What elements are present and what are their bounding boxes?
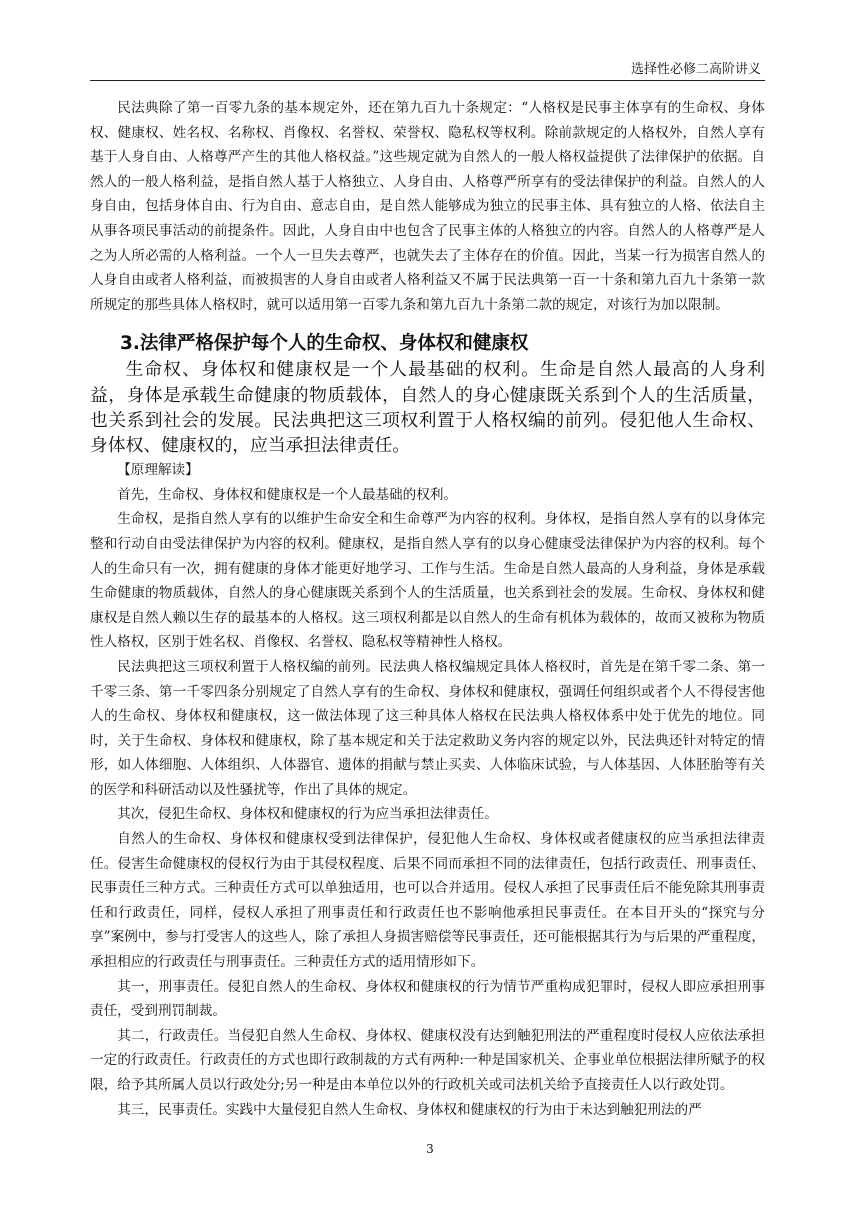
body-paragraph: 自然人的生命权、身体权和健康权受到法律保护，侵犯他人生命权、身体权或者健康权的应当承担法律责任。侵害生命健康权的侵权行为由于其侵权程度、后果不同而承担不同的法律责任，包括行政责任、刑事责任、民事责任三种方式。三种责任方式可以单独适用，也可以合并适用。侵权人承担了民事责任后不能免除其刑事责任和行政责任，同样，侵权人承担了刑事责任和行政责任也不影响他承担民事责任。在本目开头的“探究与分享”案例中，参与打受害人的这些人，除了承担人身损害赔偿等民事责任，还可能根据其行为与后果的严重程度，承担相应的行政责任与刑事责任。三种责任方式的适用情形如下。 — [90, 831, 765, 971]
page-content — [90, 96, 765, 1122]
principle-tag: 【原理解读】 — [117, 462, 199, 479]
lead-paragraph: 生命权、身体权和健康权是一个人最基础的权利。生命是自然人最高的人身利益，身体是承载生命健康的物质载体，自然人的身心健康既关系到个人的生活质量，也关系到社会的发展。民法典把这三项权利置于人格权编的前列。侵犯他人生命权、身体权、健康权的，应当承担法律责任。 — [90, 359, 765, 456]
intro-paragraph: 民法典除了第一百零九条的基本规定外，还在第九百九十条规定：“人格权是民事主体享有的生命权、身体权、健康权、姓名权、名称权、肖像权、名誉权、荣誉权、隐私权等权利。除前款规定的人格权外，自然人享有基于人身自由、人格尊严产生的其他人格权益。”这些规定就为自然人的一般人格权益提供了法律保护的依据。自然人的一般人格利益，是指自然人基于人格独立、人身自由、人格尊严所享有的受法律保护的利益。自然人的人身自由，包括身体自由、行为自由、意志自由，是自然人能够成为独立的民事主体、具有独立的人格、依法自主从事各项民事活动的前提条件。因此，人身自由中也包含了民事主体的人格独立的内容。自然人的人格尊严是人之为人所必需的人格利益。一个人一旦失去尊严，也就失去了主体存在的价值。因此，当某一行为损害自然人的人身自由或者人格利益，而被损害的人身自由或者人格利益又不属于民法典第一百一十条和第九百九十条第一款所规定的那些具体人格权时，就可以适用第一百零九条和第九百九十条第二款的规定，对该行为加以限制。 — [90, 100, 765, 313]
body-paragraph: 其次，侵犯生命权、身体权和健康权的行为应当承担法律责任。 — [117, 806, 498, 823]
body-paragraph: 其三，民事责任。实践中大量侵犯自然人生命权、身体权和健康权的行为由于未达到触犯刑法的严 — [117, 1101, 702, 1118]
body-paragraph: 民法典把这三项权利置于人格权编的前列。民法典人格权编规定具体人格权时，首先是在第千零二条、第一千零三条、第一千零四条分别规定了自然人享有的生命权、身体权和健康权，强调任何组织或者个人不得侵害他人的生命权、身体权和健康权，这一做法体现了这三种具体人格权在民法典人格权体系中处于优先的地位。同时，关于生命权、身体权和健康权，除了基本规定和关于法定救助义务内容的规定以外，民法典还针对特定的情形，如人体细胞、人体组织、人体器官、遗体的捐献与禁止买卖、人体临床试验，与人体基因、人体胚胎等有关的医学和科研活动以及性骚扰等，作出了具体的规定。 — [90, 658, 765, 798]
body-paragraph: 其一，刑事责任。侵犯自然人的生命权、身体权和健康权的行为情节严重构成犯罪时，侵权人即应承担刑事责任，受到刑罚制裁。 — [90, 978, 765, 1020]
body-paragraph: 其二，行政责任。当侵犯自然人生命权、身体权、健康权没有达到触犯刑法的严重程度时侵权人应依法承担一定的行政责任。行政责任的方式也即行政制裁的方式有两种:一种是国家机关、企事业单位根据法律所赋予的权限，给予其所属人员以行政处分;另一种是由本单位以外的行政机关或司法机关给予直接责任人以行政处罚。 — [90, 1027, 765, 1093]
body-paragraph: 生命权，是指自然人享有的以维护生命安全和生命尊严为内容的权利。身体权，是指自然人享有的以身体完整和行动自由受法律保护为内容的权利。健康权，是指自然人享有的以身心健康受法律保护为内容的权利。每个人的生命只有一次，拥有健康的身体才能更好地学习、工作与生活。生命是自然人最高的人身利益，身体是承载生命健康的物质载体，自然人的身心健康既关系到个人的生活质量，也关系到社会的发展。生命权、身体权和健康权是自然人赖以生存的最基本的人格权。这三项权利都是以自然人的生命有机体为载体的，故而又被称为物质性人格权，区别于姓名权、肖像权、名誉权、隐私权等精神性人格权。 — [90, 511, 765, 651]
body-paragraph: 首先，生命权、身体权和健康权是一个人最基础的权利。 — [117, 486, 458, 503]
page-header — [90, 58, 765, 81]
header-title: 选择性必修二高阶讲义 — [630, 62, 761, 77]
page-number: 3 — [426, 1142, 434, 1156]
section-heading: 3.法律严格保护每个人的生命权、身体权和健康权 — [120, 333, 529, 355]
